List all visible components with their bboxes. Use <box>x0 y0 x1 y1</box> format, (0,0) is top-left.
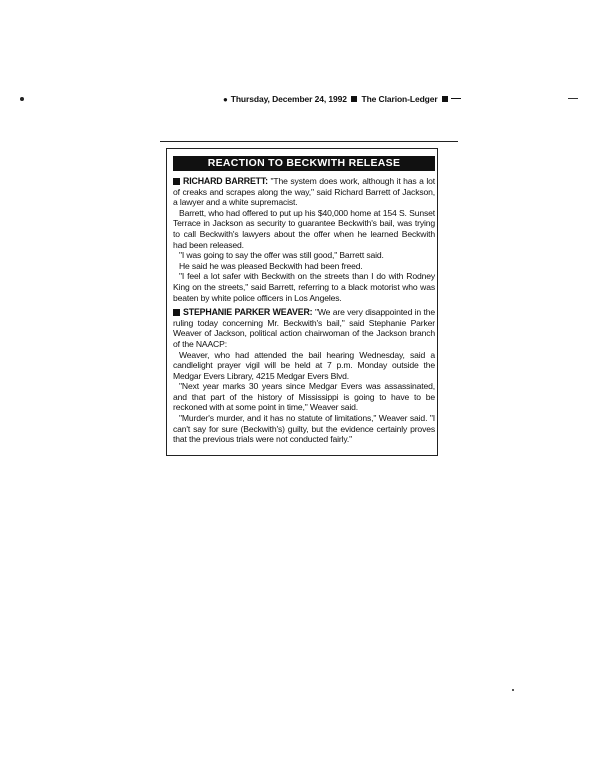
speaker-name: STEPHANIE PARKER WEAVER: <box>183 307 313 318</box>
paragraph: "Next year marks 30 years since Medgar Evers was assassinated, and that part of the history of Mississippi is going to have to be reckoned with at some point in time," Weaver said. <box>173 381 435 413</box>
dash-mark <box>451 98 461 99</box>
news-clipping <box>166 148 438 456</box>
square-bullet-icon <box>173 309 180 316</box>
paragraph: "I was going to say the offer was still good," Barrett said. <box>179 250 384 261</box>
paragraph: "I feel a lot safer with Beckwith on the streets than I do with Rodney King on the streets," said Barrett, referring to a black motorist who was beaten by white police officers in Los Angeles. <box>173 271 435 303</box>
top-rule <box>160 141 458 142</box>
paragraph: He said he was pleased Beckwith had been freed. <box>179 260 363 271</box>
dateline-date: Thursday, December 24, 1992 <box>230 94 347 104</box>
scan-speck <box>512 689 514 691</box>
paragraph-text: "The system does work, although it has a lot of creaks and scrapes along the way," said Richard Barrett of Jackson, a lawyer and a white supremacist. <box>173 176 435 208</box>
scan-mark <box>568 98 578 99</box>
clipping-body <box>173 156 435 449</box>
section-richard-barrett <box>173 176 435 303</box>
paragraph-text: "We are very disappointed in the ruling today concerning Mr. Beckwith's bail," said Stephanie Parker Weaver of Jackson, political action chairwoman of the Jackson branch of the NAACP: <box>173 307 435 349</box>
paragraph: "Murder's murder, and it has no statute of limitations," Weaver said. "I can't say for sure (Beckwith's) guilty, but the evidence certainly proves that the previous trials were not conducted fairly." <box>173 413 435 445</box>
paragraph: Weaver, who had attended the bail hearing Wednesday, said a candlelight prayer vigil will be held at 7 p.m. Monday outside the Medgar Evers Library, 4215 Medgar Evers Blvd. <box>173 349 435 381</box>
bullet-icon: ● <box>223 95 228 104</box>
square-bullet-icon <box>173 178 180 185</box>
clipping-banner: REACTION TO BECKWITH RELEASE <box>173 156 435 171</box>
section-lead-paragraph <box>173 176 435 208</box>
section-stephanie-parker-weaver <box>173 307 435 445</box>
dateline <box>223 94 461 104</box>
square-bullet-icon <box>351 96 357 102</box>
dateline-paper: The Clarion-Ledger <box>361 94 438 104</box>
scan-speck <box>20 97 24 101</box>
square-bullet-icon <box>442 96 448 102</box>
section-lead-paragraph <box>173 307 435 349</box>
paragraph: Barrett, who had offered to put up his $40,000 home at 154 S. Sunset Terrace in Jackson as security to guarantee Beckwith's bail, was trying to call Beckwith's lawyers about the offer when he learned Beckwith had been released. <box>173 207 435 250</box>
speaker-name: RICHARD BARRETT: <box>183 176 268 186</box>
